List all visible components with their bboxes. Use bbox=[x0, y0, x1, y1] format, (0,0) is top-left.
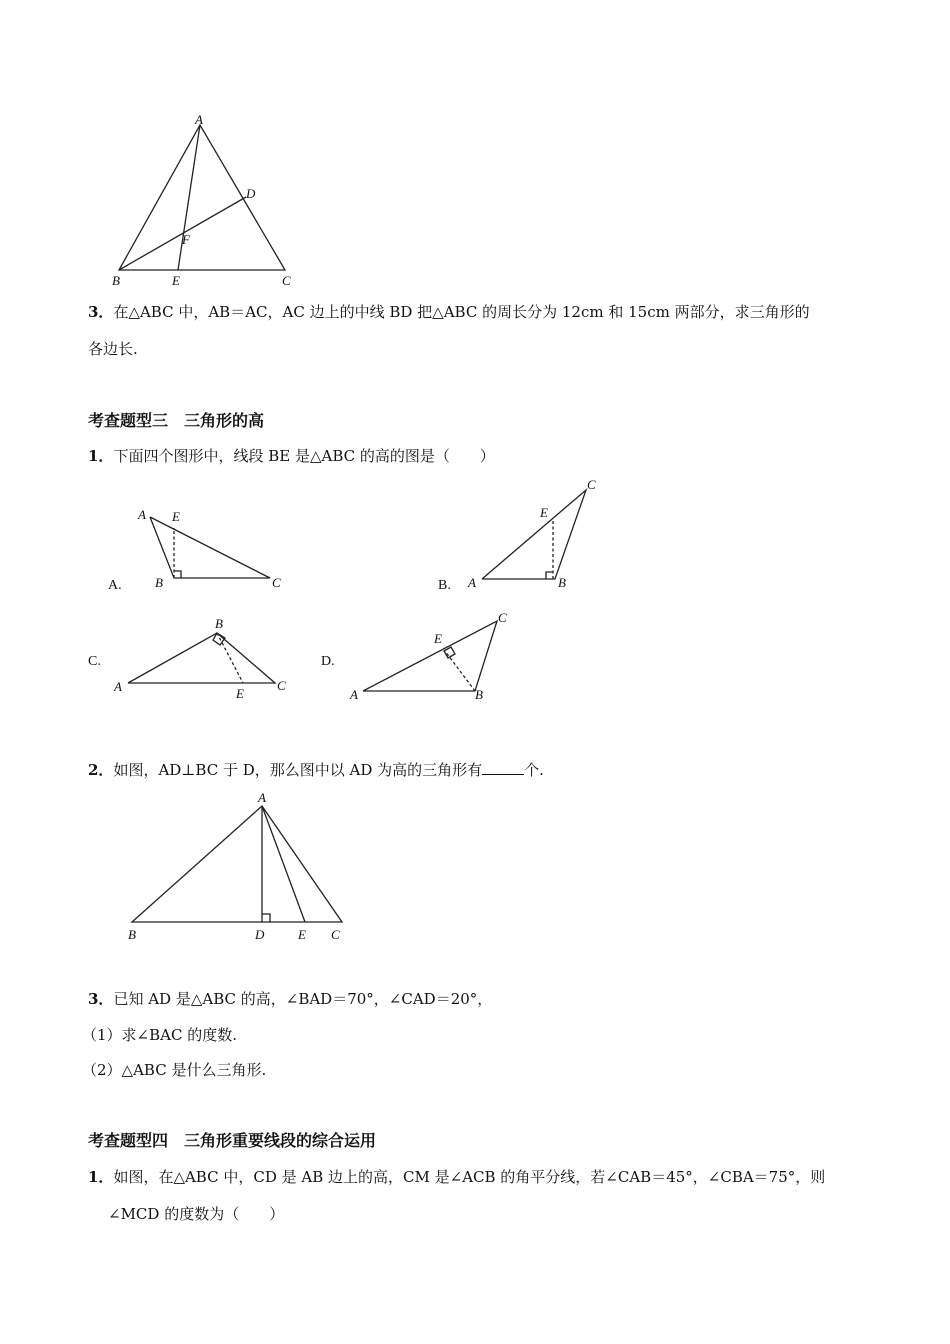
question-3b-line bbox=[88, 989, 492, 1009]
question-number: 1． bbox=[88, 447, 114, 465]
label-e: E bbox=[434, 631, 442, 646]
label-c: C bbox=[498, 610, 507, 625]
question-2-line bbox=[88, 760, 544, 780]
triangle bbox=[482, 490, 586, 579]
right-angle-mark bbox=[262, 914, 270, 922]
triangle bbox=[363, 621, 497, 691]
label-c: C bbox=[277, 678, 286, 693]
question-text: 下面四个图形中，线段 BE 是△ABC 的高的图是（ ） bbox=[113, 447, 495, 465]
label-e: E bbox=[540, 505, 548, 520]
segment-be bbox=[217, 633, 243, 683]
figure-triangle-ad-height bbox=[118, 786, 358, 946]
label-a: A bbox=[195, 112, 203, 127]
triangle-abc bbox=[119, 125, 285, 270]
label-e: E bbox=[236, 686, 244, 701]
right-angle-mark bbox=[546, 572, 553, 579]
label-c: C bbox=[282, 273, 291, 288]
question-number: 3． bbox=[88, 303, 114, 321]
answer-blank bbox=[482, 760, 524, 775]
right-angle-mark bbox=[444, 647, 455, 658]
label-e: E bbox=[172, 273, 180, 288]
label-b: B bbox=[155, 575, 163, 590]
label-d: D bbox=[246, 186, 256, 201]
sub-question-2: （2）△ABC 是什么三角形. bbox=[82, 1061, 267, 1079]
label-e: E bbox=[172, 509, 180, 524]
label-b: B bbox=[128, 927, 136, 942]
segment-ae bbox=[178, 125, 200, 270]
section-heading: 考查题型四 三角形重要线段的综合运用 bbox=[88, 1131, 377, 1150]
section-heading: 考查题型三 三角形的高 bbox=[88, 411, 265, 430]
question-1-line bbox=[88, 446, 495, 466]
question-number: 1． bbox=[88, 1168, 114, 1186]
label-b: B bbox=[215, 616, 223, 631]
question-text: 如图，在△ABC 中，CD 是 AB 边上的高，CM 是∠ACB 的角平分线，若∠CAB＝45°，∠CBA＝75°，则 bbox=[113, 1168, 826, 1186]
label-a: A bbox=[258, 790, 266, 805]
option-c-figure bbox=[110, 612, 300, 704]
option-a-figure bbox=[130, 500, 300, 595]
figure-triangle-abc-def bbox=[100, 110, 310, 295]
question-number: 3． bbox=[88, 990, 114, 1008]
triangle-abc bbox=[132, 806, 342, 922]
option-b-figure bbox=[460, 472, 610, 594]
label-a: A bbox=[138, 507, 146, 522]
sub-question-1: （1）求∠BAC 的度数. bbox=[82, 1026, 237, 1044]
triangle bbox=[150, 517, 270, 578]
question-number: 2． bbox=[88, 761, 114, 779]
label-c: C bbox=[331, 927, 340, 942]
label-b: B bbox=[475, 687, 483, 702]
option-c-label: C. bbox=[88, 654, 101, 669]
label-a: A bbox=[114, 679, 122, 694]
label-c: C bbox=[272, 575, 281, 590]
segment-ae bbox=[262, 806, 305, 922]
triangle bbox=[128, 633, 275, 683]
question-text-before: 如图，AD⊥BC 于 D，那么图中以 AD 为高的三角形有 bbox=[113, 761, 483, 779]
label-a: A bbox=[468, 575, 476, 590]
label-b: B bbox=[112, 273, 120, 288]
label-d: D bbox=[255, 927, 265, 942]
right-angle-mark bbox=[174, 571, 181, 578]
question-text-after: 个. bbox=[524, 761, 544, 779]
question-text: 在△ABC 中，AB＝AC，AC 边上的中线 BD 把△ABC 的周长分为 12cm 和 15cm 两部分，求三角形的 bbox=[113, 303, 810, 321]
option-d-label: D. bbox=[321, 654, 335, 669]
question-1c-line-1 bbox=[88, 1167, 825, 1187]
option-a-label: A. bbox=[108, 578, 122, 593]
label-b: B bbox=[558, 575, 566, 590]
question-3-line-2: 各边长. bbox=[88, 340, 138, 358]
question-text: 已知 AD 是△ABC 的高，∠BAD＝70°，∠CAD＝20°， bbox=[113, 990, 493, 1008]
label-c: C bbox=[587, 477, 596, 492]
label-a: A bbox=[350, 687, 358, 702]
label-e: E bbox=[298, 927, 306, 942]
option-b-label: B. bbox=[438, 578, 451, 593]
question-1c-line-2: ∠MCD 的度数为（ ） bbox=[108, 1205, 285, 1223]
label-f: F bbox=[182, 232, 190, 247]
option-d-figure bbox=[340, 606, 530, 706]
question-3-line-1 bbox=[88, 302, 810, 322]
